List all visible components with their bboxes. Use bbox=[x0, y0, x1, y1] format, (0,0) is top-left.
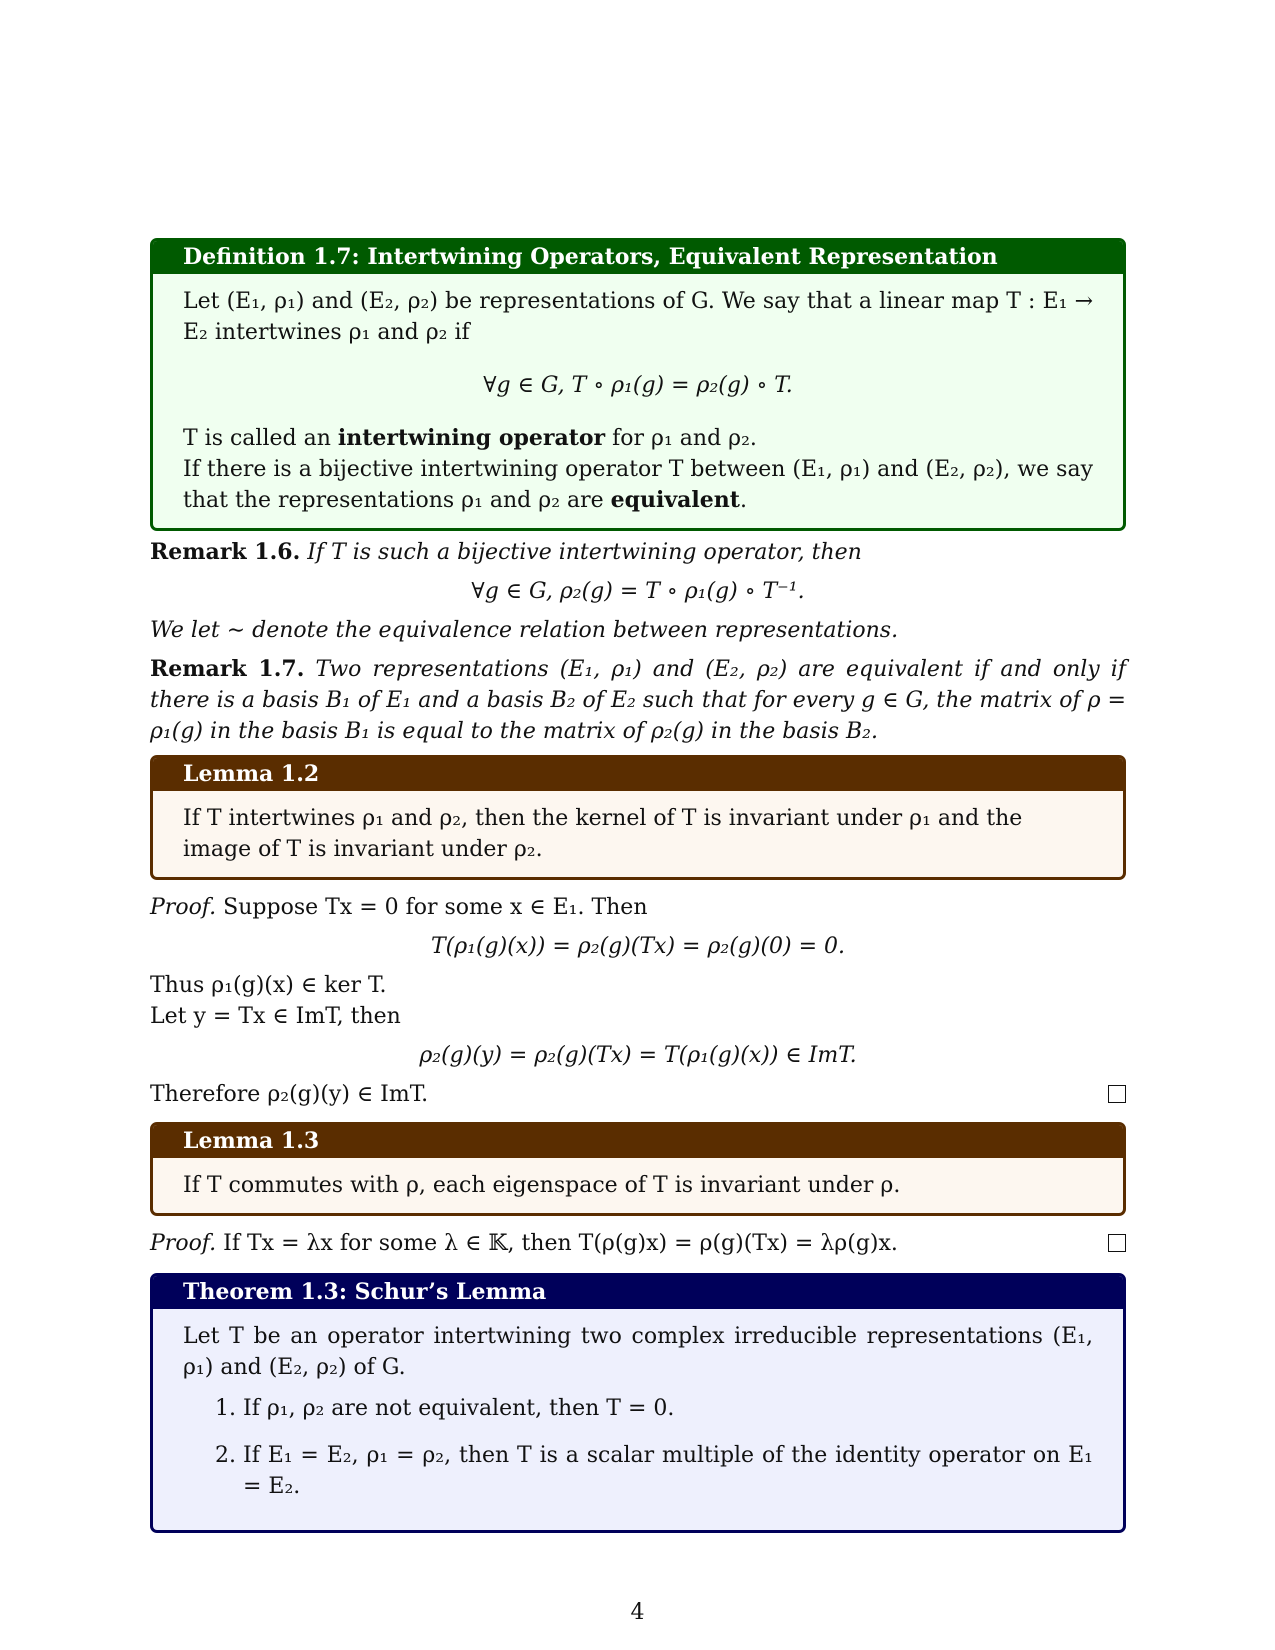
definition-intro: Let (E₁, ρ₁) and (E₂, ρ₂) be representations of G. We say that a linear map T : E₁ → E₂ intertwines ρ₁ and ρ₂ if bbox=[183, 289, 1093, 345]
remark-1-6: Remark 1.6. If T is such a bijective intertwining operator, then bbox=[150, 539, 862, 565]
remark-1-7: Remark 1.7. Two representations (E₁, ρ₁) and (E₂, ρ₂) are equivalent if and only if there is a basis B₁ of E₁ and a basis B₂ of E₂ such that for every g ∈ G, the matrix of ρ = ρ₁(g) in the basis B₁ is equal to the matrix of ρ₂(g) in the basis B₂. bbox=[150, 656, 1126, 744]
term-equivalent: equivalent bbox=[610, 487, 740, 513]
lemma-1-2-title: Lemma 1.2 bbox=[153, 758, 1123, 791]
proof-1-2-equation-2: ρ₂(g)(y) = ρ₂(g)(Tx) = T(ρ₁(g)(x)) ∈ ImT. bbox=[419, 1043, 857, 1068]
remark-1-7-label: Remark 1.7. bbox=[150, 656, 305, 682]
definition-title: Definition 1.7: Intertwining Operators, Equivalent Representation bbox=[153, 241, 1123, 274]
proof-1-3 bbox=[150, 1228, 1126, 1259]
qed-icon bbox=[1108, 1085, 1126, 1103]
theorem-1-3-list bbox=[183, 1393, 1093, 1502]
theorem-1-3-body bbox=[153, 1309, 1123, 1530]
definition-equation: ∀g ∈ G, T ∘ ρ₁(g) = ρ₂(g) ∘ T. bbox=[483, 373, 793, 398]
lemma-1-3-box bbox=[150, 1122, 1126, 1216]
remark-1-6-equation: ∀g ∈ G, ρ₂(g) = T ∘ ρ₁(g) ∘ T⁻¹. bbox=[471, 579, 805, 604]
remark-1-6-after: We let ∼ denote the equivalence relation between representations. bbox=[150, 618, 899, 643]
list-item: 1. If ρ₁, ρ₂ are not equivalent, then T = 0. bbox=[243, 1393, 1093, 1424]
remark-1-6-label: Remark 1.6. bbox=[150, 539, 301, 565]
lemma-1-3-title: Lemma 1.3 bbox=[153, 1125, 1123, 1158]
page-number: 4 bbox=[630, 1600, 645, 1625]
definition-line-2: T is called an intertwining operator for ρ₁ and ρ₂. bbox=[183, 425, 757, 451]
definition-line-3: If there is a bijective intertwining operator T between (E₁, ρ₁) and (E₂, ρ₂), we say that the representations ρ₁ and ρ₂ are equivalent. bbox=[183, 457, 1093, 513]
proof-label: Proof. bbox=[150, 1231, 217, 1256]
definition-body bbox=[153, 274, 1123, 528]
term-intertwining-operator: intertwining operator bbox=[337, 425, 606, 451]
proof-1-2-equation-1: T(ρ₁(g)(x)) = ρ₂(g)(Tx) = ρ₂(g)(0) = 0. bbox=[430, 934, 846, 959]
lemma-1-2-body: If T intertwines ρ₁ and ρ₂, then the kernel of T is invariant under ρ₁ and the image of T is invariant under ρ₂. bbox=[183, 806, 1023, 862]
proof-1-2-line-1: Proof. Suppose Tx = 0 for some x ∈ E₁. Then bbox=[150, 895, 648, 920]
proof-1-2-line-4: Therefore ρ₂(g)(y) ∈ ImT. bbox=[150, 1082, 429, 1107]
theorem-1-3-title: Theorem 1.3: Schur’s Lemma bbox=[153, 1276, 1123, 1309]
definition-box bbox=[150, 238, 1126, 531]
lemma-1-2-box bbox=[150, 755, 1126, 880]
theorem-1-3-box bbox=[150, 1273, 1126, 1533]
theorem-1-3-intro: Let T be an operator intertwining two complex irreducible representations (E₁, ρ₁) and (E₂, ρ₂) of G. bbox=[183, 1324, 1093, 1380]
proof-label: Proof. bbox=[150, 895, 217, 920]
proof-1-2-line-2: Thus ρ₁(g)(x) ∈ ker T. bbox=[150, 973, 387, 998]
lemma-1-3-body: If T commutes with ρ, each eigenspace of T is invariant under ρ. bbox=[183, 1173, 901, 1198]
qed-icon bbox=[1108, 1234, 1126, 1252]
proof-1-2-conclusion bbox=[150, 1079, 1126, 1110]
proof-1-3-text: Proof. If Tx = λx for some λ ∈ 𝕂, then T(ρ(g)x) = ρ(g)(Tx) = λρ(g)x. bbox=[150, 1231, 898, 1256]
page-content bbox=[150, 238, 1126, 1533]
proof-1-2-line-3: Let y = Tx ∈ ImT, then bbox=[150, 1004, 401, 1029]
list-item: 2. If E₁ = E₂, ρ₁ = ρ₂, then T is a scalar multiple of the identity operator on E₁ = E₂. bbox=[243, 1440, 1093, 1502]
